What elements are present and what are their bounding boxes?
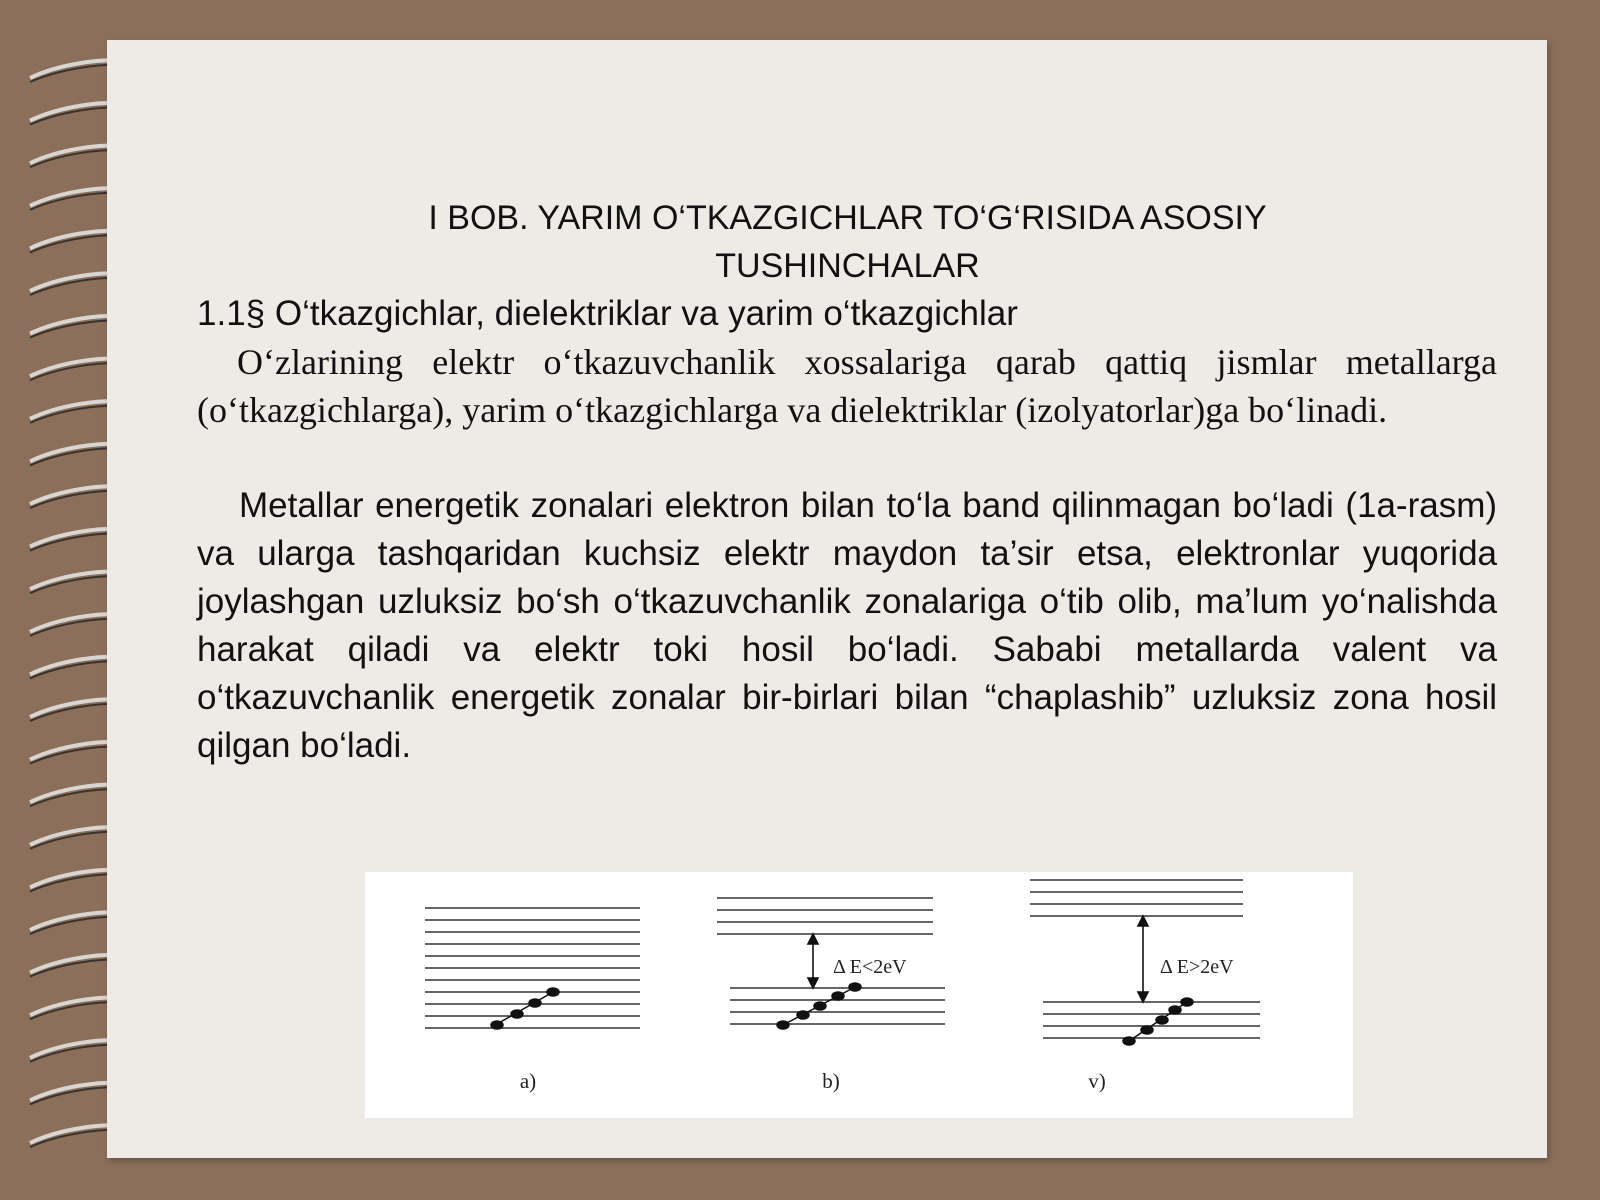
panel-b-gap-label: Δ E<2eV: [833, 956, 907, 978]
panel-a-label: a): [519, 1069, 537, 1093]
panel-v-gap-arrow: [1138, 916, 1148, 1002]
panel-b-gap-arrow: [808, 934, 818, 988]
band-diagram-figure: [365, 872, 1353, 1118]
panel-b-label: b): [822, 1069, 840, 1093]
panel-b-electrons: [777, 983, 861, 1029]
panel-b-conduction-band: [717, 898, 933, 934]
panel-v-label: v): [1088, 1069, 1106, 1093]
section-heading: 1.1§ O‘tkazgichlar, dielektriklar va yarim o‘tkazgichlar: [197, 294, 1018, 333]
paragraph-metals: Metallar energetik zonalari elektron bilan to‘la band qilinmagan bo‘ladi (1a-rasm) va ularga tashqaridan kuchsiz elektr maydon ta’sir etsa, elektronlar yuqorida joylashgan uzluksiz bo‘sh o‘tkazuvchanlik zonalariga o‘tib olib, ma’lum yo‘nalishda harakat qiladi va elektr toki hosil bo‘ladi. Sababi metallarda valent va o‘tkazuvchanlik energetik zonalar bir-birlari bilan “chaplashib” uzluksiz zona hosil qilgan bo‘ladi.: [197, 486, 1497, 765]
panel-a-band-lines: [425, 908, 640, 1028]
band-diagram: [365, 872, 1353, 1118]
chapter-title: I BOB. YARIM O‘TKAZGICHLAR TO‘G‘RISIDA ASOSIY TUSHINCHALAR: [428, 199, 1267, 285]
panel-v-conduction-band: [1030, 880, 1243, 916]
panel-v-gap-label: Δ E>2eV: [1160, 956, 1234, 978]
paragraph-intro: O‘zlarining elektr o‘tkazuvchanlik xossalariga qarab qattiq jismlar metallarga (o‘tkazgichlarga), yarim o‘tkazgichlarga va dielektriklar (izolyatorlar)ga bo‘linadi.: [197, 342, 1497, 430]
panel-a-electrons: [491, 988, 559, 1029]
